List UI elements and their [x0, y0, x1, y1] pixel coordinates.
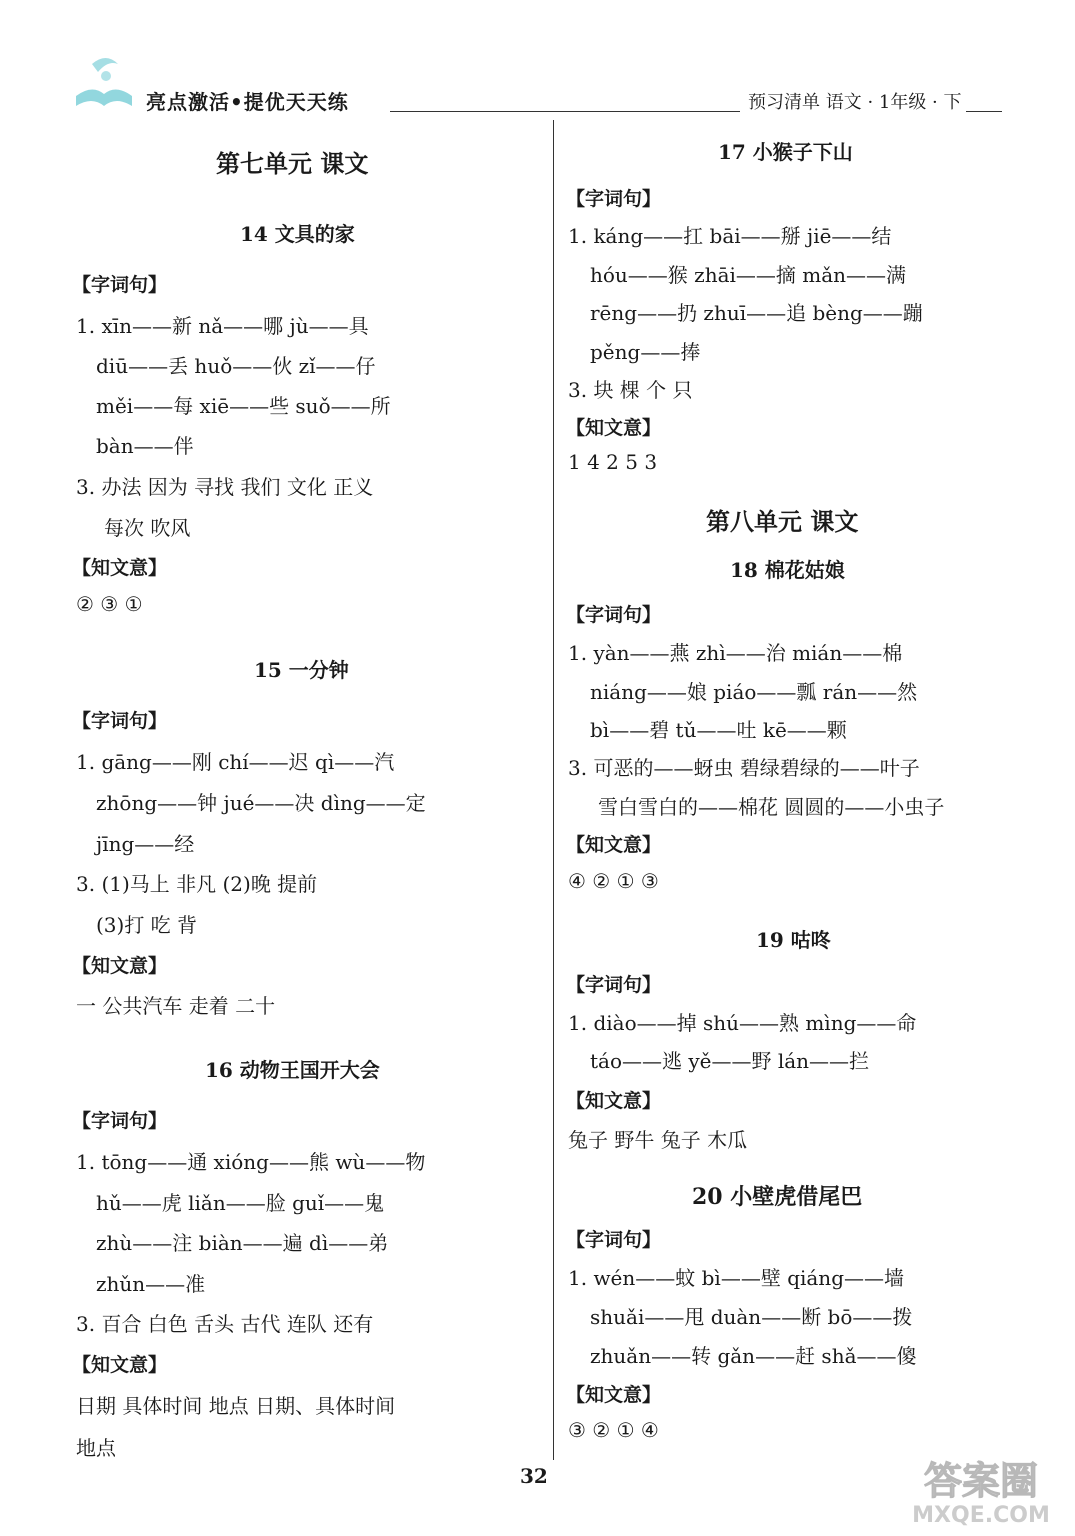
answer-line: zhuǎn——转 gǎn——赶 shǎ——傻 — [590, 1344, 917, 1368]
answer-line: shuǎi——甩 duàn——断 bō——拨 — [590, 1305, 913, 1329]
lesson-14-title: 14 文具的家 — [240, 222, 355, 246]
answer-line: ③ ② ① ④ — [568, 1418, 659, 1442]
answer-line: bàn——伴 — [96, 434, 194, 458]
section-heading: 【字词句】 — [72, 1110, 168, 1132]
answer-line: hóu——猴 zhāi——摘 mǎn——满 — [590, 263, 907, 287]
answer-line: diū——丢 huǒ——伙 zǐ——仔 — [96, 354, 376, 378]
lesson-16-title: 16 动物王国开大会 — [205, 1058, 380, 1082]
answer-line: 兔子 野牛 兔子 木瓜 — [568, 1128, 748, 1152]
page-number: 32 — [520, 1464, 548, 1488]
answer-line: jīng——经 — [96, 832, 195, 856]
book-logo-icon — [72, 50, 136, 110]
section-heading: 【字词句】 — [566, 974, 662, 996]
answer-line: 地点 — [76, 1436, 116, 1460]
section-heading: 【知文意】 — [566, 1384, 662, 1406]
answer-line: (3)打 吃 背 — [96, 913, 198, 937]
answer-line: pěng——捧 — [590, 340, 701, 364]
answer-line: zhù——注 biàn——遍 dì——弟 — [96, 1231, 389, 1255]
section-heading: 【知文意】 — [72, 955, 168, 977]
unit-title-7: 第七单元 课文 — [216, 149, 369, 178]
section-heading: 【字词句】 — [566, 1229, 662, 1251]
answer-line: 每次 吹风 — [104, 516, 191, 540]
answer-line: niáng——娘 piáo——瓢 rán——然 — [590, 680, 918, 704]
section-heading: 【字词句】 — [72, 710, 168, 732]
answer-line: 1. diào——掉 shú——熟 mìng——命 — [568, 1011, 917, 1035]
answer-line: 1 4 2 5 3 — [568, 450, 658, 474]
lesson-20-title: 20 小壁虎借尾巴 — [692, 1184, 863, 1210]
answer-line: táo——逃 yě——野 lán——拦 — [590, 1049, 870, 1073]
answer-line: 1. káng——扛 bāi——掰 jiē——结 — [568, 224, 892, 248]
section-heading: 【字词句】 — [72, 274, 168, 296]
answer-line: 1. wén——蚊 bì——壁 qiáng——墙 — [568, 1266, 904, 1290]
answer-line: bì——碧 tǔ——吐 kē——颗 — [590, 718, 847, 742]
answer-line: 雪白雪白的——棉花 圆圆的——小虫子 — [598, 795, 945, 819]
section-heading: 【字词句】 — [566, 188, 662, 210]
unit-title-8: 第八单元 课文 — [706, 507, 859, 536]
header-rule-left — [390, 111, 740, 112]
section-heading: 【字词句】 — [566, 604, 662, 626]
answer-line: 3. 可恶的——蚜虫 碧绿碧绿的——叶子 — [568, 756, 920, 780]
answer-line: zhǔn——准 — [96, 1272, 206, 1296]
answer-line: 一 公共汽车 走着 二十 — [76, 994, 276, 1018]
section-heading: 【知文意】 — [566, 834, 662, 856]
answer-line: rēng——扔 zhuī——追 bèng——蹦 — [590, 301, 923, 325]
answer-line: 1. xīn——新 nǎ——哪 jù——具 — [76, 314, 369, 338]
section-heading: 【知文意】 — [72, 1354, 168, 1376]
lesson-19-title: 19 咕咚 — [756, 928, 831, 952]
section-heading: 【知文意】 — [566, 417, 662, 439]
answer-line: 1. tōng——通 xióng——熊 wù——物 — [76, 1150, 426, 1174]
lesson-17-title: 17 小猴子下山 — [718, 140, 853, 164]
watermark-bottom-text: MXQE.COM — [912, 1503, 1050, 1528]
section-heading: 【知文意】 — [566, 1090, 662, 1112]
answer-line: měi——每 xiē——些 suǒ——所 — [96, 394, 391, 418]
column-divider — [553, 120, 554, 1460]
section-heading: 【知文意】 — [72, 557, 168, 579]
answer-line: 3. (1)马上 非凡 (2)晚 提前 — [76, 872, 318, 896]
watermark-logo — [902, 1456, 1060, 1528]
answer-line: ② ③ ① — [76, 592, 143, 616]
answer-line: 日期 具体时间 地点 日期、具体时间 — [76, 1394, 396, 1418]
answer-line: 3. 百合 白色 舌头 古代 连队 还有 — [76, 1312, 374, 1336]
watermark-top-text: 答案圈 — [923, 1459, 1039, 1503]
series-title: 亮点激活•提优天天练 — [146, 90, 349, 114]
answer-line: 1. gāng——刚 chí——迟 qì——汽 — [76, 750, 395, 774]
answer-line: 3. 块 棵 个 只 — [568, 378, 693, 402]
header-rule-right — [966, 111, 1002, 112]
answer-line: 3. 办法 因为 寻找 我们 文化 正义 — [76, 475, 374, 499]
answer-line: ④ ② ① ③ — [568, 869, 659, 893]
header-subject: 预习清单 语文 · 1年级 · 下 — [748, 92, 962, 113]
answer-line: 1. yàn——燕 zhì——治 mián——棉 — [568, 641, 903, 665]
lesson-18-title: 18 棉花姑娘 — [730, 558, 845, 582]
answer-line: zhōng——钟 jué——决 dìng——定 — [96, 791, 426, 815]
answer-line: hǔ——虎 liǎn——脸 guǐ——鬼 — [96, 1191, 385, 1215]
lesson-15-title: 15 一分钟 — [254, 658, 349, 682]
